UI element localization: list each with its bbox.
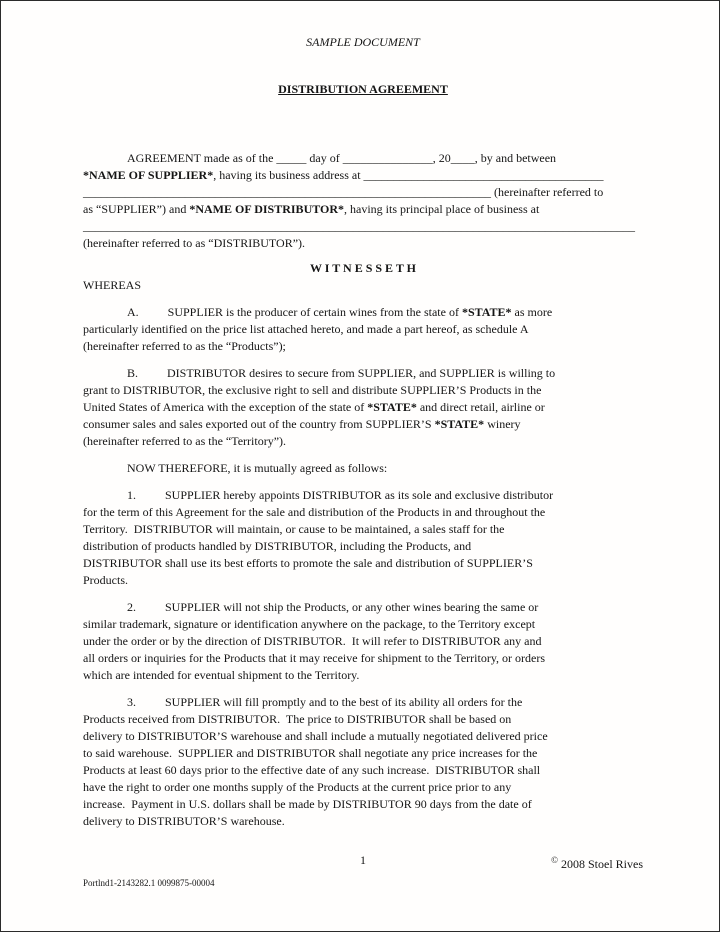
page-number: 1: [360, 853, 366, 867]
document-title: DISTRIBUTION AGREEMENT: [278, 82, 448, 96]
section-3-paragraph: 3. SUPPLIER will fill promptly and to the best of its ability all orders for the Products received from DISTRIBUTOR. The price to DISTRIBUTOR shall be based on delivery to DISTRIBUTOR’S warehouse and shall include a mutually negotiated delivered price to said warehouse. SUPPLIER and DISTRIBUTOR shall negotiate any price increases for the Products at least 60 days prior to the effective date of any such increase. DISTRIBUTOR shall have the right to order one months supply of the Products at the current price prior to any increase. Payment in U.S. dollars shall be made by DISTRIBUTOR 90 days from the date of delivery to DISTRIBUTOR’S warehouse.: [83, 695, 548, 828]
section-1-paragraph: 1. SUPPLIER hereby appoints DISTRIBUTOR as its sole and exclusive distributor for the term of this Agreement for the sale and distribution of the Products in and throughout the Territory. DISTRIBUTOR will maintain, or cause to be maintained, a sales staff for the distribution of products handled by DISTRIBUTOR, including the Products, and DISTRIBUTOR shall use its best efforts to promote the sale and distribution of SUPPLIER’S Products.: [83, 488, 554, 587]
opening-paragraph: AGREEMENT made as of the _____ day of _______________, 20____, by and between *NAME OF SUPPLIER*, having its business address at ________________________________________ ____________________________________________________________________ (hereinafter referred to as “SUPPLIER”) and *NAME OF DISTRIBUTOR*, having its principal place of business at ____________________________________________________________________________________________ (hereinafter referred to as “DISTRIBUTOR”).: [83, 151, 635, 250]
page-footer: [83, 852, 643, 869]
copyright-notice: [551, 852, 643, 873]
document-id-footer: Portlnd1-2143282.1 0099875-00004: [83, 878, 215, 888]
whereas-label: WHEREAS: [83, 278, 141, 292]
recital-b-paragraph: B. DISTRIBUTOR desires to secure from SUPPLIER, and SUPPLIER is willing to grant to DISTRIBUTOR, the exclusive right to sell and distribute SUPPLIER’S Products in the United States of America with the exception of the state of *STATE* and direct retail, airline or consumer sales and sales exported out of the country from SUPPLIER’S *STATE* winery (hereinafter referred to as the “Territory”).: [83, 366, 556, 448]
now-therefore-line: NOW THEREFORE, it is mutually agreed as follows:: [127, 461, 388, 475]
witnesseth-heading: W I T N E S S E T H: [310, 261, 416, 275]
sample-document-label: SAMPLE DOCUMENT: [306, 35, 420, 49]
copyright-text: 2008 Stoel Rives: [557, 857, 643, 871]
document-body: [83, 150, 643, 830]
recital-a-paragraph: A. SUPPLIER is the producer of certain wines from the state of *STATE* as more particularly identified on the price list attached hereto, and made a part hereof, as schedule A (hereinafter referred to as the “Products”);: [83, 305, 553, 353]
document-title-row: [83, 81, 643, 98]
section-2-paragraph: 2. SUPPLIER will not ship the Products, or any other wines bearing the same or similar trademark, signature or identification anywhere on the package, to the Territory except under the order or by the direction of DISTRIBUTOR. It will refer to DISTRIBUTOR any and all orders or inquiries for the Products that it may receive for shipment to the Territory, or orders which are intended for eventual shipment to the Territory.: [83, 600, 546, 682]
copyright-symbol: ©: [551, 855, 558, 865]
